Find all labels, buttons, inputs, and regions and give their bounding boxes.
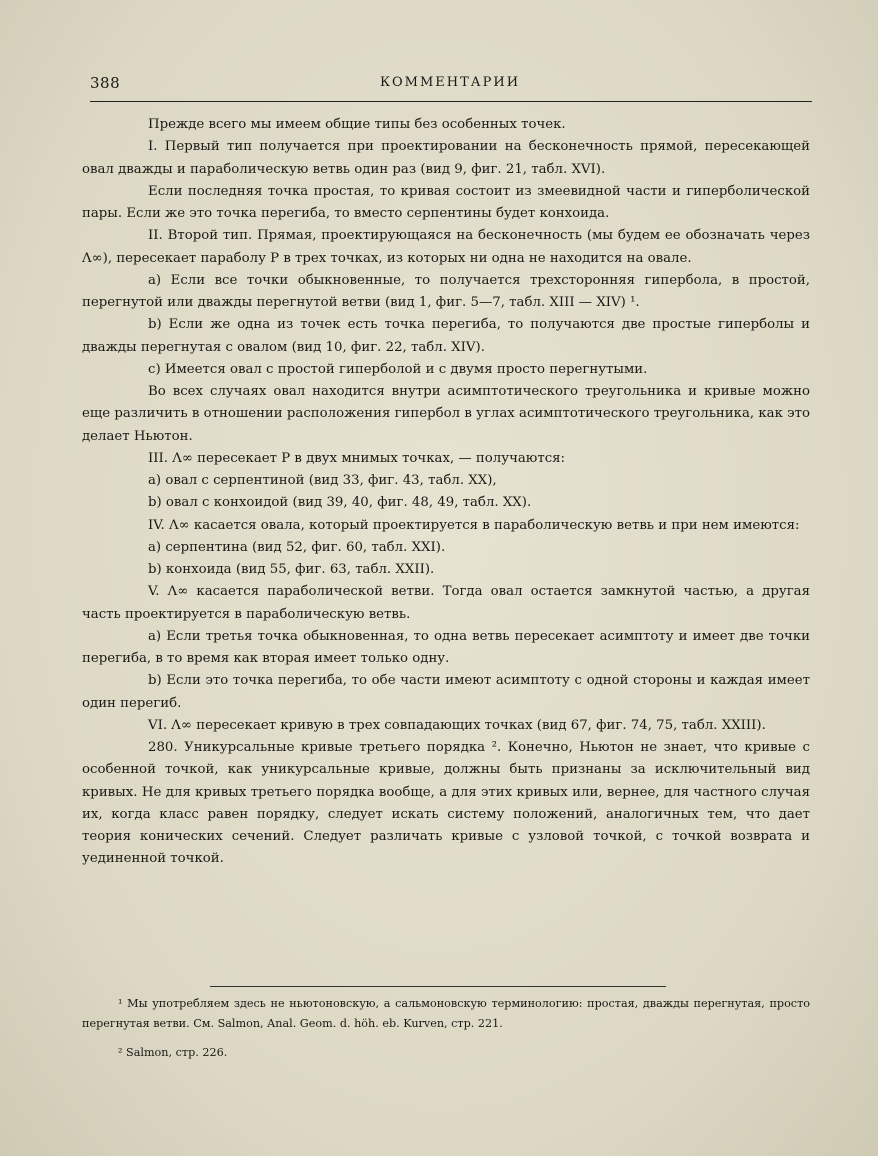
footnote: ² Salmon, стр. 226. — [118, 1046, 228, 1059]
body-text — [82, 114, 810, 871]
page-number: 388 — [90, 74, 121, 92]
paragraph: b) Если же одна из точек есть точка перегиба, то получаются две простые гиперболы и дважды перегнутая с овалом (вид 10, фиг. 22, табл. XIV). — [82, 317, 810, 355]
paragraph: b) овал с конхоидой (вид 39, 40, фиг. 48, 49, табл. XX). — [148, 495, 532, 511]
paragraph: b) конхоида (вид 55, фиг. 63, табл. XXII). — [148, 562, 435, 577]
paragraph: a) серпентина (вид 52, фиг. 60, табл. XXI). — [148, 539, 446, 555]
paragraph: VI. Λ∞ пересекает кривую в трех совпадающих точках (вид 67, фиг. 74, 75, табл. XXIII). — [148, 717, 766, 733]
running-head: КОММЕНТАРИИ — [379, 75, 521, 90]
page-header — [90, 74, 810, 100]
paragraph: Прежде всего мы имеем общие типы без особенных точек. — [148, 117, 566, 132]
paragraph: b) Если это точка перегиба, то обе части имеют асимптоту с одной стороны и каждая имеет один перегиб. — [82, 673, 810, 711]
paragraph: c) Имеется овал с простой гиперболой и с двумя просто перегнутыми. — [148, 361, 648, 377]
paragraph: a) Если все точки обыкновенные, то получается трехсторонняя гипербола, в простой, перегнутой или дважды перегнутой ветви (вид 1, фиг. 5—7, табл. XIII — XIV) ¹. — [82, 272, 810, 310]
paragraph: 280. Уникурсальные кривые третьего порядка ². Конечно, Ньютон не знает, что кривые с особенной точкой, как уникурсальные кривые, должны быть признаны за исключительный вид кривых. Не для кривых третьего порядка вообще, а для этих кривых или, вернее, для частного случая их, когда класс равен порядку, следует искать систему положений, аналогичных тем, что дает теория конических сечений. Следует различать кривые с узловой точкой, с точкой возврата и уединенной точкой. — [82, 740, 810, 867]
paragraph: Если последняя точка простая, то кривая состоит из змеевидной части и гиперболической пары. Если же это точка перегиба, то вместо серпентины будет конхоида. — [82, 183, 810, 221]
footnote: ¹ Мы употребляем здесь не ньютоновскую, а сальмоновскую терминологию: простая, дважды перегнутая, просто перегнутая ветви. См. Salmon, Anal. Geom. d. höh. eb. Kurven, стр. 221. — [82, 997, 810, 1030]
paragraph: IV. Λ∞ касается овала, который проектируется в параболическую ветвь и при нем имеются: — [148, 517, 800, 533]
paragraph: a) овал с серпентиной (вид 33, фиг. 43, табл. XX), — [148, 473, 497, 488]
paragraph: Во всех случаях овал находится внутри асимптотического треугольника и кривые можно еще различить в отношении расположения гипербол в углах асимптотического треугольника, как это делает Ньютон. — [82, 384, 810, 444]
header-rule — [90, 101, 812, 102]
paragraph: V. Λ∞ касается параболической ветви. Тогда овал остается замкнутой частью, а другая часть проектируется в параболическую ветвь. — [82, 584, 810, 622]
paragraph: II. Второй тип. Прямая, проектирующаяся на бесконечность (мы будем ее обозначать через Λ∞), пересекает параболу P в трех точках, из которых ни одна не находится на овале. — [82, 228, 810, 266]
paragraph: III. Λ∞ пересекает P в двух мнимых точках, — получаются: — [148, 450, 566, 466]
paragraph: I. Первый тип получается при проектировании на бесконечность прямой, пересекающей овал дважды и параболическую ветвь один раз (вид 9, фиг. 21, табл. XVI). — [82, 139, 810, 177]
paragraph: a) Если третья точка обыкновенная, то одна ветвь пересекает асимптоту и имеет две точки перегиба, в то время как вторая имеет только одну. — [82, 628, 810, 666]
footnote-rule — [210, 986, 666, 987]
footnotes — [82, 994, 810, 1063]
